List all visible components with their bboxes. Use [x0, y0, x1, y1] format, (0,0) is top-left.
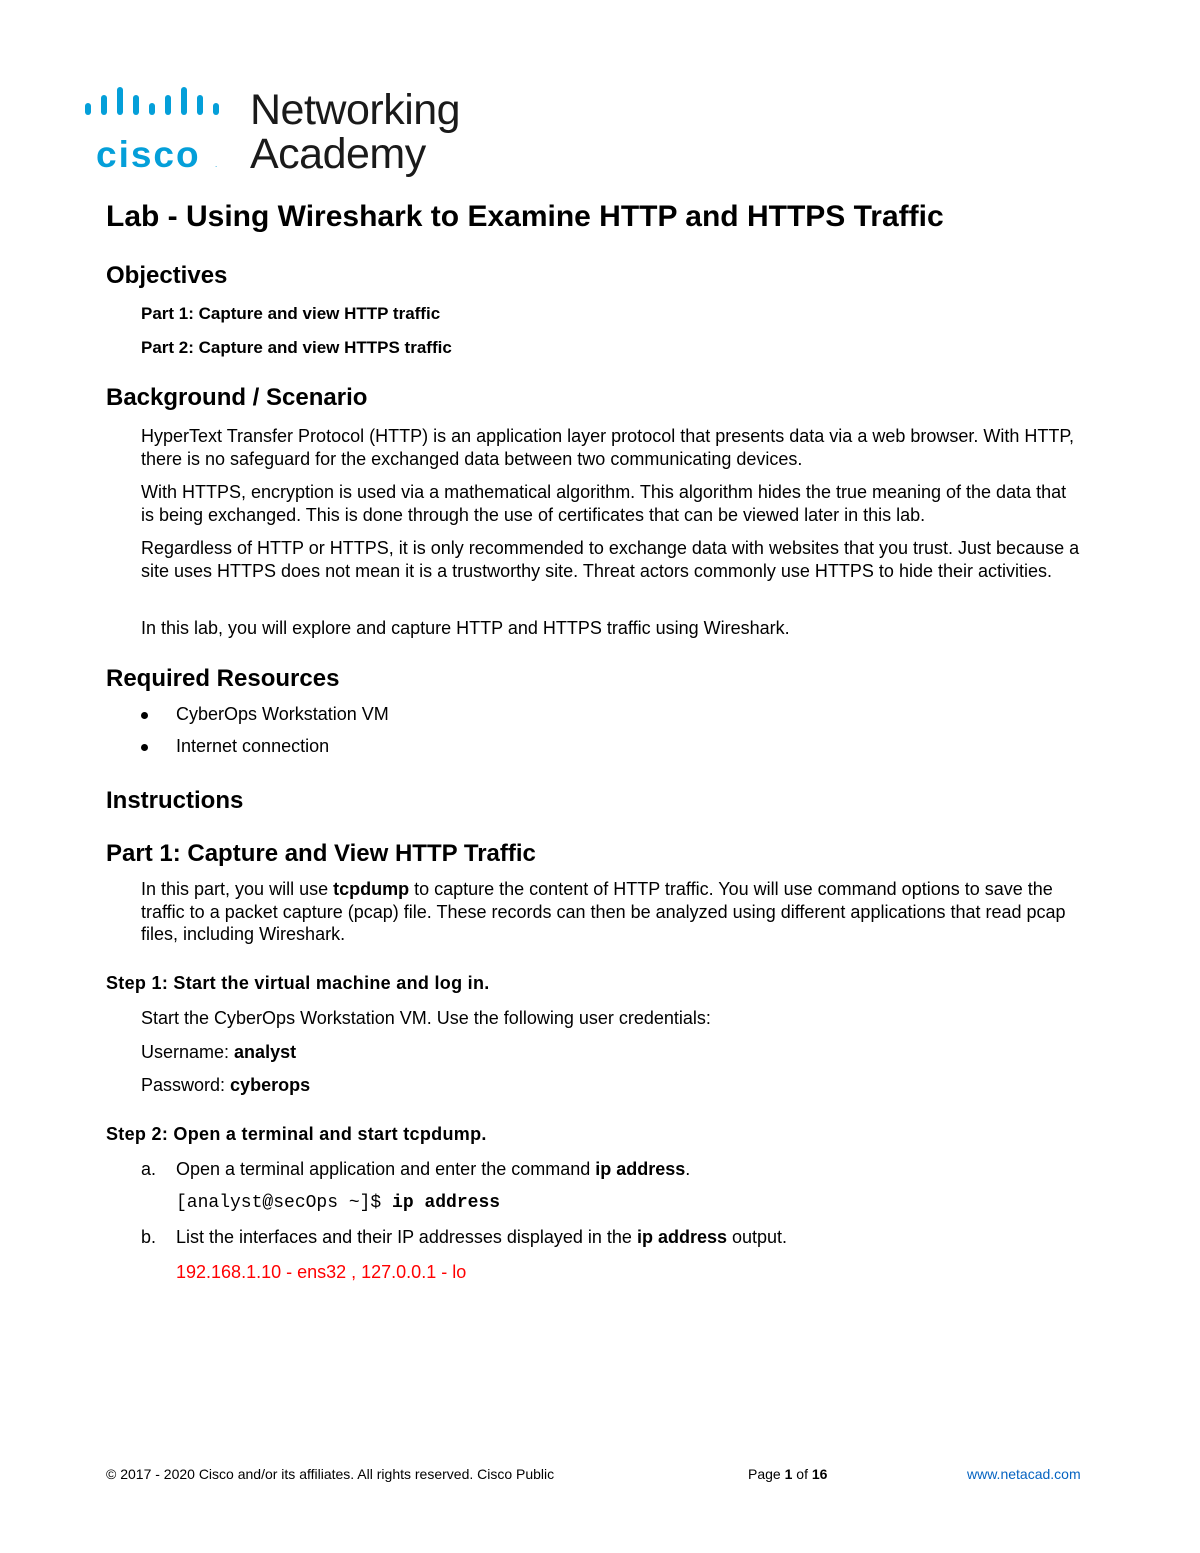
item-text: [176, 1159, 690, 1180]
username-label: Username:: [141, 1042, 235, 1062]
background-paragraph: In this lab, you will explore and capture HTTP and HTTPS traffic using Wireshark.: [141, 618, 790, 638]
part1-intro-bold: tcpdump: [333, 879, 410, 899]
bullet-icon: [141, 744, 148, 751]
page-label: Page: [748, 1466, 785, 1482]
item-text-bold: ip address: [595, 1159, 686, 1179]
item-text-bold: ip address: [636, 1227, 727, 1247]
bullet-icon: [141, 712, 148, 719]
part1-intro: [141, 878, 1081, 946]
item-text-part: Open a terminal application and enter the command: [176, 1159, 596, 1179]
item-text-part: List the interfaces and their IP addresses displayed in the: [176, 1227, 637, 1247]
footer-link[interactable]: www.netacad.com: [967, 1466, 1081, 1482]
cisco-bridge-icon: [82, 80, 232, 130]
objective-item: Part 2: Capture and view HTTPS traffic: [141, 338, 452, 357]
item-letter: a.: [141, 1159, 157, 1179]
password-value: cyberops: [230, 1075, 311, 1095]
instructions-heading: Instructions: [106, 787, 244, 814]
password-line: [141, 1075, 310, 1096]
page-of: of: [792, 1466, 812, 1482]
username-line: [141, 1042, 296, 1063]
background-heading: Background / Scenario: [106, 384, 368, 411]
part1-intro-text: to capture the content of HTTP traffic. You will use command options to save the traffic to a packet capture (pcap) file. These records can then be analyzed using different applications that read pcap files, including Wireshark.: [141, 879, 1066, 944]
password-label: Password:: [141, 1075, 231, 1095]
page-total: 16: [811, 1466, 828, 1482]
footer-copyright: © 2017 - 2020 Cisco and/or its affiliates. All rights reserved. Cisco Public: [106, 1466, 555, 1482]
item-letter: b.: [141, 1227, 157, 1247]
objectives-heading: Objectives: [106, 262, 228, 289]
resource-label: Internet connection: [176, 736, 330, 756]
page-current: 1: [784, 1466, 793, 1482]
resources-heading: Required Resources: [106, 665, 340, 692]
cisco-wordmark: cisco: [96, 134, 201, 175]
background-paragraph: Regardless of HTTP or HTTPS, it is only recommended to exchange data with websites that you trust. Just because a site uses HTTPS does not mean it is a trustworthy site. Threat actors commonly use HTTPS to hide their activities.: [141, 538, 1080, 581]
item-text-part: output.: [727, 1227, 788, 1247]
objective-item: Part 1: Capture and view HTTP traffic: [141, 304, 441, 323]
step1-text: Start the CyberOps Workstation VM. Use the following user credentials:: [141, 1008, 711, 1028]
resource-label: CyberOps Workstation VM: [176, 704, 389, 724]
trademark-mark: .: [215, 160, 218, 169]
logo-line-networking: Networking: [250, 86, 461, 134]
terminal-command: [176, 1193, 500, 1213]
step1-heading: Step 1: Start the virtual machine and log in.: [106, 973, 490, 993]
item-text: [176, 1227, 787, 1248]
page-title: Lab - Using Wireshark to Examine HTTP and HTTPS Traffic: [106, 200, 944, 233]
part1-intro-text: In this part, you will use: [141, 879, 334, 899]
background-paragraph: With HTTPS, encryption is used via a mathematical algorithm. This algorithm hides the true meaning of the data that is being exchanged. This is done through the use of certificates that can be viewed later in this lab.: [141, 482, 1067, 525]
command-text: ip address: [392, 1193, 501, 1213]
item-text-part: .: [685, 1159, 691, 1179]
command-prompt: [analyst@secOps ~]$: [176, 1193, 393, 1213]
part1-heading: Part 1: Capture and View HTTP Traffic: [106, 840, 536, 867]
step2-heading: Step 2: Open a terminal and start tcpdump.: [106, 1124, 487, 1144]
username-value: analyst: [234, 1042, 297, 1062]
footer-page-number: [748, 1466, 827, 1482]
background-paragraph: HyperText Transfer Protocol (HTTP) is an application layer protocol that presents data via a web browser. With HTTP, there is no safeguard for the exchanged data between two communicating devices.: [141, 426, 1075, 469]
cisco-networking-academy-logo: [82, 80, 482, 180]
logo-line-academy: Academy: [250, 130, 426, 178]
answer-text: 192.168.1.10 - ens32 , 127.0.0.1 - lo: [176, 1262, 467, 1282]
